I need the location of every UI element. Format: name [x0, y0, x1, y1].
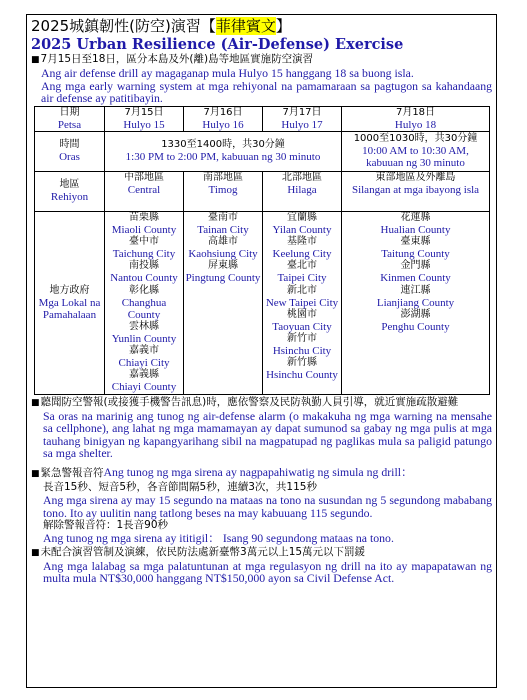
county-name-zh: 彰化縣 — [129, 284, 159, 296]
siren-lead — [31, 461, 492, 481]
time-last-en: 10:00 AM to 10:30 AM, kabuuan ng 30 minuto — [362, 145, 469, 170]
date-label-cell — [35, 106, 105, 131]
date-row — [35, 106, 490, 131]
penalty-zh: ■ 未配合演習管制及演練，依民防法處新臺幣3萬元以上15萬元以下罰鍰 — [31, 546, 492, 560]
intro-en-2: Ang mga early warning system at mga rehiyonal na pamamaraan sa pagtugon sa kahandaang air defense ay patitibayin. — [41, 78, 492, 106]
county-name-zh: 臺南市 — [208, 211, 238, 223]
county-name-zh: 嘉義縣 — [129, 369, 159, 381]
siren-lead-en: Ang tunog ng mga sirena ay nagpapahiwatig ng simula ng drill： — [103, 464, 413, 479]
county-name-en: Chiayi County — [111, 381, 177, 394]
county-name-en: Tainan City — [197, 223, 249, 236]
region-row — [35, 171, 490, 211]
region-label-en: Rehiyon — [50, 191, 89, 204]
county-name-en: Hualian County — [380, 223, 451, 236]
county-name-en: Changhua County — [121, 296, 167, 321]
region-en: Timog — [208, 183, 238, 196]
county-name-zh: 連江縣 — [400, 284, 431, 296]
region-zh: 東部地區及外離島 — [375, 171, 456, 183]
time-main-zh: 1330至1400時，共30分鐘 — [161, 139, 285, 151]
county-name-zh: 南投縣 — [129, 260, 159, 272]
region-en: Silangan at mga ibayong isla — [351, 183, 480, 196]
county-name-zh: 雲林縣 — [129, 321, 159, 332]
county-name-en: Yilan County — [272, 223, 332, 236]
county-name-zh: 苗栗縣 — [129, 211, 159, 223]
schedule-table — [34, 106, 490, 395]
date-en: Hulyo 17 — [281, 118, 323, 131]
county-name-zh: 新竹縣 — [287, 357, 317, 369]
county-name-zh: 花蓮縣 — [400, 211, 431, 223]
region-en: Central — [127, 183, 161, 196]
county-name-en: Taipei City — [277, 272, 327, 285]
county-name-en: Penghu County — [381, 320, 450, 333]
county-name-zh: 高雄市 — [208, 236, 238, 248]
gov-label-en: Mga Lokal na Pamahalaan — [38, 296, 101, 321]
date-zh: 7月16日 — [203, 106, 243, 118]
penalty-en: Ang mga lalabag sa mga palatuntunan at mga regulasyon ng drill na ito ay mapapatawan ng multa mula NT$30,000 hanggang NT$150,000 ayon sa Civil Defense Act. — [43, 558, 492, 586]
alarm-en: Sa oras na marinig ang tunog ng air-defense alarm (o makakuha ng mga warning na mensahe sa cellphone), ang lahat ng mga mamamayan ay dapat sumunod sa gabay ng mga pulis at mga tauhang binigyan ng kapangyarihang sibil na magpatupad ng paglikas mula sa paligid patungo sa mga shelter. — [43, 408, 492, 461]
county-name-en: Hsinchu City — [272, 345, 332, 357]
siren-lead-zh: ■ 緊急警報音符 — [31, 467, 104, 479]
region-cell — [263, 171, 342, 211]
gov-label-zh: 地方政府 — [49, 284, 90, 296]
date-cell — [105, 106, 184, 131]
region-label-zh: 地區 — [59, 179, 80, 191]
date-zh: 7月17日 — [282, 106, 322, 118]
county-name-zh: 澎湖縣 — [400, 308, 431, 320]
region-cell — [184, 171, 263, 211]
date-cell — [263, 106, 342, 131]
time-last-zh: 1000至1030時，共30分鐘 — [353, 133, 478, 145]
region-en: Hilaga — [287, 183, 317, 196]
government-row — [35, 211, 490, 394]
date-zh: 7月18日 — [395, 106, 436, 118]
time-label-en: Oras — [59, 151, 80, 164]
county-list-east — [342, 211, 490, 394]
county-name-en: Chiayi City — [118, 357, 170, 370]
county-name-en: Kinmen County — [380, 272, 451, 285]
county-name-en: Taitung County — [381, 248, 450, 261]
date-label-zh: 日期 — [59, 106, 80, 118]
county-name-en: Nantou County — [110, 272, 178, 285]
county-name-en: Lianjiang County — [376, 296, 455, 309]
title-zh-prefix: 2025城鎮韌性(防空)演習【 — [31, 17, 216, 35]
county-name-zh: 屏東縣 — [208, 260, 238, 272]
county-name-zh: 臺東縣 — [400, 236, 431, 248]
siren-clear-zh: 解除警報音符：1長音90秒 — [43, 519, 169, 532]
county-name-zh: 臺北市 — [287, 260, 317, 272]
region-label-cell — [35, 171, 105, 211]
county-name-zh: 新竹市 — [287, 333, 317, 344]
county-name-en: New Taipei City — [265, 296, 339, 309]
county-name-zh: 宜蘭縣 — [287, 211, 317, 223]
county-name-zh: 基隆市 — [287, 236, 317, 248]
county-list-north — [263, 211, 342, 394]
county-name-zh: 金門縣 — [400, 260, 431, 272]
alarm-zh: ■ 聽聞防空警報(或接獲手機警告訊息)時，應依警察及民防執勤人員引導，就近實施疏散避難 — [31, 396, 492, 410]
gov-label-cell — [35, 211, 105, 394]
title-zh-suffix: 】 — [275, 17, 291, 35]
county-name-en: Keelung City — [272, 248, 332, 261]
flyer-page — [26, 14, 497, 688]
date-en: Hulyo 18 — [394, 118, 437, 131]
siren-pattern-zh: 長音15秒、短音5秒，各音節間隔5秒，連續3次，共115秒 — [43, 480, 317, 493]
siren-clear-en: Ang tunog ng mga sirena ay ititigil： Isang 90 segundong mataas na tono. — [43, 531, 394, 546]
county-name-en: Taichung City — [112, 248, 176, 261]
date-cell — [342, 106, 490, 131]
title-chinese — [31, 17, 492, 36]
county-name-en: Taoyuan City — [272, 320, 332, 333]
time-main-cell — [105, 131, 342, 171]
region-cell — [105, 171, 184, 211]
siren-pattern-en: Ang mga sirena ay may 15 segundo na mataas na tono na susundan ng 5 segundong mababang tono. Ito ay uulitin nang tatlong beses na may kabuuang 115 segundo. — [43, 492, 492, 520]
date-label-en: Petsa — [57, 118, 82, 131]
county-name-en: Pingtung County — [185, 272, 261, 285]
region-zh: 中部地區 — [124, 171, 164, 183]
time-last-cell — [342, 131, 490, 171]
time-main-en: 1:30 PM to 2:00 PM, kabuuan ng 30 minuto — [125, 151, 321, 164]
date-en: Hulyo 16 — [202, 118, 244, 131]
title-english: 2025 Urban Resilience (Air-Defense) Exercise — [31, 36, 404, 53]
intro-zh: ■ 7月15日至18日，區分本島及外(離)島等地區實施防空演習 — [31, 53, 492, 67]
intro-en-1: Ang air defense drill ay magaganap mula Hulyo 15 hanggang 18 sa buong isla. — [41, 66, 414, 80]
language-highlight: 菲律賓文 — [215, 17, 276, 35]
region-cell — [342, 171, 490, 211]
county-name-en: Miaoli County — [111, 223, 177, 236]
county-name-zh: 嘉義市 — [129, 345, 159, 357]
county-name-zh: 桃園市 — [287, 308, 317, 320]
county-name-zh: 新北市 — [287, 284, 317, 296]
region-zh: 南部地區 — [203, 171, 243, 183]
time-row — [35, 131, 490, 171]
date-cell — [184, 106, 263, 131]
county-list-central — [105, 211, 184, 394]
county-list-south — [184, 211, 263, 394]
county-name-en: Yunlin County — [111, 333, 177, 345]
county-name-zh: 臺中市 — [129, 236, 159, 248]
date-en: Hulyo 15 — [123, 118, 165, 131]
county-name-en: Hsinchu County — [266, 369, 338, 382]
time-label-cell — [35, 131, 105, 171]
county-name-en: Kaohsiung City — [188, 248, 258, 261]
date-zh: 7月15日 — [124, 106, 164, 118]
region-zh: 北部地區 — [282, 171, 322, 183]
time-label-zh: 時間 — [59, 139, 80, 151]
